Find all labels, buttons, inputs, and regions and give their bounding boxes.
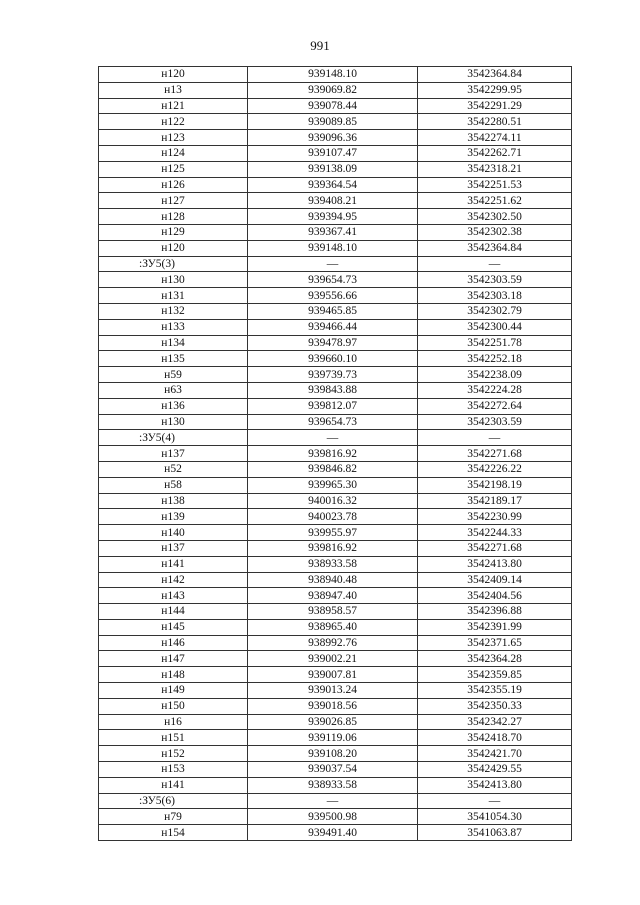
point-id-cell: н143 [99, 588, 248, 604]
table-row [99, 430, 572, 446]
x-coordinate-cell: 939654.73 [248, 414, 418, 430]
x-coordinate-cell: 939148.10 [248, 240, 418, 256]
point-id-cell: н63 [99, 382, 248, 398]
y-coordinate-cell: — [418, 793, 572, 809]
x-coordinate-cell: 938933.58 [248, 777, 418, 793]
x-coordinate-cell: 939108.20 [248, 746, 418, 762]
y-coordinate-cell: 3542418.70 [418, 730, 572, 746]
point-id-cell: н130 [99, 272, 248, 288]
table-row [99, 588, 572, 604]
x-coordinate-cell: 939096.36 [248, 130, 418, 146]
section-label-cell: :ЗУ5(3) [99, 256, 248, 272]
y-coordinate-cell: 3542251.53 [418, 177, 572, 193]
table-row [99, 398, 572, 414]
table-row [99, 367, 572, 383]
x-coordinate-cell: 939556.66 [248, 288, 418, 304]
y-coordinate-cell: 3542271.68 [418, 446, 572, 462]
table-row [99, 635, 572, 651]
table-row [99, 145, 572, 161]
point-id-cell: н151 [99, 730, 248, 746]
point-id-cell: н122 [99, 114, 248, 130]
point-id-cell: н130 [99, 414, 248, 430]
y-coordinate-cell: 3542189.17 [418, 493, 572, 509]
y-coordinate-cell: 3542318.21 [418, 161, 572, 177]
x-coordinate-cell: 939394.95 [248, 209, 418, 225]
table-row [99, 667, 572, 683]
table-row [99, 493, 572, 509]
y-coordinate-cell: 3542303.59 [418, 272, 572, 288]
table-row [99, 698, 572, 714]
y-coordinate-cell: 3542274.11 [418, 130, 572, 146]
table-row [99, 256, 572, 272]
y-coordinate-cell: 3542429.55 [418, 762, 572, 778]
x-coordinate-cell: 939843.88 [248, 382, 418, 398]
table-row [99, 556, 572, 572]
y-coordinate-cell: 3542302.38 [418, 224, 572, 240]
y-coordinate-cell: 3542262.71 [418, 145, 572, 161]
table-row [99, 130, 572, 146]
point-id-cell: н120 [99, 240, 248, 256]
table-row [99, 651, 572, 667]
x-coordinate-cell: 938992.76 [248, 635, 418, 651]
point-id-cell: н13 [99, 82, 248, 98]
y-coordinate-cell: 3542404.56 [418, 588, 572, 604]
point-id-cell: н132 [99, 303, 248, 319]
table-row [99, 619, 572, 635]
point-id-cell: н142 [99, 572, 248, 588]
y-coordinate-cell: 3542302.79 [418, 303, 572, 319]
x-coordinate-cell: 939812.07 [248, 398, 418, 414]
table-row [99, 272, 572, 288]
x-coordinate-cell: 939148.10 [248, 67, 418, 83]
y-coordinate-cell: 3542413.80 [418, 556, 572, 572]
table-row [99, 477, 572, 493]
point-id-cell: н129 [99, 224, 248, 240]
y-coordinate-cell: 3542238.09 [418, 367, 572, 383]
x-coordinate-cell: 939500.98 [248, 809, 418, 825]
point-id-cell: н138 [99, 493, 248, 509]
x-coordinate-cell: 938965.40 [248, 619, 418, 635]
y-coordinate-cell: 3541063.87 [418, 825, 572, 841]
x-coordinate-cell: 939037.54 [248, 762, 418, 778]
point-id-cell: н153 [99, 762, 248, 778]
table-row [99, 604, 572, 620]
table-row [99, 177, 572, 193]
table-row [99, 67, 572, 83]
table-row [99, 288, 572, 304]
x-coordinate-cell: — [248, 430, 418, 446]
x-coordinate-cell: 939364.54 [248, 177, 418, 193]
table-row [99, 224, 572, 240]
x-coordinate-cell: 938940.48 [248, 572, 418, 588]
point-id-cell: н125 [99, 161, 248, 177]
table-row [99, 540, 572, 556]
point-id-cell: н124 [99, 145, 248, 161]
point-id-cell: н141 [99, 556, 248, 572]
y-coordinate-cell: 3542396.88 [418, 604, 572, 620]
table-row [99, 335, 572, 351]
x-coordinate-cell: 939007.81 [248, 667, 418, 683]
table-row [99, 683, 572, 699]
x-coordinate-cell: 938947.40 [248, 588, 418, 604]
x-coordinate-cell: 939965.30 [248, 477, 418, 493]
point-id-cell: н139 [99, 509, 248, 525]
point-id-cell: н140 [99, 525, 248, 541]
x-coordinate-cell: 939466.44 [248, 319, 418, 335]
x-coordinate-cell: 939078.44 [248, 98, 418, 114]
x-coordinate-cell: 939478.97 [248, 335, 418, 351]
y-coordinate-cell: 3542198.19 [418, 477, 572, 493]
y-coordinate-cell: 3542421.70 [418, 746, 572, 762]
point-id-cell: н150 [99, 698, 248, 714]
point-id-cell: н148 [99, 667, 248, 683]
y-coordinate-cell: 3542391.99 [418, 619, 572, 635]
table-row [99, 382, 572, 398]
point-id-cell: н147 [99, 651, 248, 667]
x-coordinate-cell: — [248, 793, 418, 809]
point-id-cell: н144 [99, 604, 248, 620]
point-id-cell: н133 [99, 319, 248, 335]
x-coordinate-cell: 939013.24 [248, 683, 418, 699]
x-coordinate-cell: 939367.41 [248, 224, 418, 240]
table-row [99, 193, 572, 209]
x-coordinate-cell: 939069.82 [248, 82, 418, 98]
coordinates-table-body [99, 67, 572, 841]
y-coordinate-cell: 3542350.33 [418, 698, 572, 714]
y-coordinate-cell: 3542355.19 [418, 683, 572, 699]
point-id-cell: н154 [99, 825, 248, 841]
point-id-cell: н123 [99, 130, 248, 146]
y-coordinate-cell: 3542230.99 [418, 509, 572, 525]
y-coordinate-cell: — [418, 430, 572, 446]
point-id-cell: н127 [99, 193, 248, 209]
point-id-cell: н141 [99, 777, 248, 793]
point-id-cell: н58 [99, 477, 248, 493]
x-coordinate-cell: 939816.92 [248, 540, 418, 556]
x-coordinate-cell: 939491.40 [248, 825, 418, 841]
section-label-cell: :ЗУ5(6) [99, 793, 248, 809]
x-coordinate-cell: 939089.85 [248, 114, 418, 130]
table-row [99, 161, 572, 177]
y-coordinate-cell: 3542364.84 [418, 67, 572, 83]
point-id-cell: н126 [99, 177, 248, 193]
table-row [99, 714, 572, 730]
y-coordinate-cell: 3542224.28 [418, 382, 572, 398]
y-coordinate-cell: 3542271.68 [418, 540, 572, 556]
table-row [99, 809, 572, 825]
table-row [99, 446, 572, 462]
x-coordinate-cell: 939465.85 [248, 303, 418, 319]
point-id-cell: н145 [99, 619, 248, 635]
point-id-cell: н134 [99, 335, 248, 351]
y-coordinate-cell: 3542342.27 [418, 714, 572, 730]
point-id-cell: н135 [99, 351, 248, 367]
table-row [99, 825, 572, 841]
y-coordinate-cell: 3542300.44 [418, 319, 572, 335]
table-row [99, 730, 572, 746]
table-row [99, 509, 572, 525]
y-coordinate-cell: 3542302.50 [418, 209, 572, 225]
point-id-cell: н79 [99, 809, 248, 825]
table-row [99, 319, 572, 335]
table-row [99, 461, 572, 477]
x-coordinate-cell: 939739.73 [248, 367, 418, 383]
table-row [99, 762, 572, 778]
table-row [99, 209, 572, 225]
section-label-cell: :ЗУ5(4) [99, 430, 248, 446]
y-coordinate-cell: 3542364.28 [418, 651, 572, 667]
x-coordinate-cell: 939846.82 [248, 461, 418, 477]
table-row [99, 414, 572, 430]
point-id-cell: н137 [99, 540, 248, 556]
y-coordinate-cell: 3542359.85 [418, 667, 572, 683]
coordinates-table [98, 66, 572, 841]
y-coordinate-cell: 3542303.18 [418, 288, 572, 304]
table-row [99, 82, 572, 98]
x-coordinate-cell: 939018.56 [248, 698, 418, 714]
y-coordinate-cell: 3542364.84 [418, 240, 572, 256]
x-coordinate-cell: 939408.21 [248, 193, 418, 209]
y-coordinate-cell: 3541054.30 [418, 809, 572, 825]
x-coordinate-cell: 939816.92 [248, 446, 418, 462]
y-coordinate-cell: 3542272.64 [418, 398, 572, 414]
x-coordinate-cell: 940023.78 [248, 509, 418, 525]
x-coordinate-cell: 938958.57 [248, 604, 418, 620]
y-coordinate-cell: 3542409.14 [418, 572, 572, 588]
table-row [99, 351, 572, 367]
table-row [99, 98, 572, 114]
table-row [99, 572, 572, 588]
point-id-cell: н136 [99, 398, 248, 414]
x-coordinate-cell: 940016.32 [248, 493, 418, 509]
table-row [99, 793, 572, 809]
y-coordinate-cell: — [418, 256, 572, 272]
point-id-cell: н149 [99, 683, 248, 699]
point-id-cell: н52 [99, 461, 248, 477]
x-coordinate-cell: 939660.10 [248, 351, 418, 367]
point-id-cell: н131 [99, 288, 248, 304]
x-coordinate-cell: 939955.97 [248, 525, 418, 541]
y-coordinate-cell: 3542244.33 [418, 525, 572, 541]
page-number: 991 [310, 38, 330, 53]
x-coordinate-cell: 939107.47 [248, 145, 418, 161]
point-id-cell: н137 [99, 446, 248, 462]
y-coordinate-cell: 3542251.78 [418, 335, 572, 351]
x-coordinate-cell: 939654.73 [248, 272, 418, 288]
y-coordinate-cell: 3542280.51 [418, 114, 572, 130]
point-id-cell: н152 [99, 746, 248, 762]
y-coordinate-cell: 3542251.62 [418, 193, 572, 209]
table-row [99, 240, 572, 256]
x-coordinate-cell: 938933.58 [248, 556, 418, 572]
y-coordinate-cell: 3542299.95 [418, 82, 572, 98]
x-coordinate-cell: 939138.09 [248, 161, 418, 177]
x-coordinate-cell: 939119.06 [248, 730, 418, 746]
x-coordinate-cell: 939026.85 [248, 714, 418, 730]
point-id-cell: н146 [99, 635, 248, 651]
table-row [99, 746, 572, 762]
point-id-cell: н16 [99, 714, 248, 730]
point-id-cell: н59 [99, 367, 248, 383]
table-row [99, 525, 572, 541]
table-row [99, 303, 572, 319]
y-coordinate-cell: 3542252.18 [418, 351, 572, 367]
y-coordinate-cell: 3542303.59 [418, 414, 572, 430]
y-coordinate-cell: 3542371.65 [418, 635, 572, 651]
table-row [99, 777, 572, 793]
point-id-cell: н128 [99, 209, 248, 225]
x-coordinate-cell: — [248, 256, 418, 272]
point-id-cell: н121 [99, 98, 248, 114]
point-id-cell: н120 [99, 67, 248, 83]
y-coordinate-cell: 3542413.80 [418, 777, 572, 793]
y-coordinate-cell: 3542291.29 [418, 98, 572, 114]
x-coordinate-cell: 939002.21 [248, 651, 418, 667]
y-coordinate-cell: 3542226.22 [418, 461, 572, 477]
table-row [99, 114, 572, 130]
